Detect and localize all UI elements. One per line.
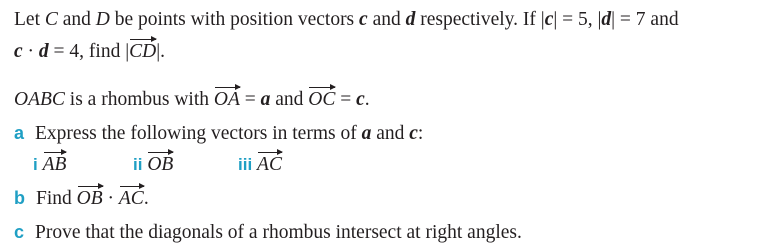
q1-text: · [22,41,39,62]
point-D: D [95,9,110,30]
q1-text: = 4, find | [48,41,130,62]
part-b-text: · [102,188,119,209]
vector-OA: OA [213,89,240,110]
part-c [14,220,522,245]
q1-text: |. [156,41,165,62]
vector-a: a [260,89,271,110]
rhombus-name: OABC [14,89,65,110]
q1-text: Let [14,9,45,30]
vector-c: c [409,123,418,144]
point-C: C [44,9,58,30]
subpart-iii [238,153,282,177]
q1-text: | = 5, | [553,9,602,30]
part-a [14,121,423,146]
q1-text: and [57,9,96,30]
q1-line-2 [14,40,165,64]
part-b-text: Find [36,188,77,209]
q2-text: . [364,89,370,110]
vector-AB: AB [42,154,67,175]
vector-d: d [405,9,416,30]
vector-c: c [544,9,554,30]
vector-AC: AC [257,154,282,175]
part-c-text: Prove that the diagonals of a rhombus intersect at right angles. [35,222,522,243]
part-a-subparts [33,153,282,177]
subpart-ii [133,153,238,177]
part-c-label: c [14,222,25,242]
vector-d: d [601,9,612,30]
q1-text: respectively. If | [415,9,545,30]
vector-a: a [361,123,372,144]
subpart-i [33,153,133,177]
q1-text: | = 7 and [611,9,679,30]
q1-text: be points with position vectors [109,9,360,30]
part-a-text: and [371,123,410,144]
vector-CD: CD [129,41,157,62]
q1-line-1 [14,8,679,32]
subpart-i-label: i [33,155,38,174]
part-b [14,186,149,211]
subpart-iii-label: iii [238,155,253,174]
vector-OB: OB [147,154,174,175]
subpart-ii-label: ii [133,155,143,174]
q2-text: and [270,89,309,110]
part-a-text: : [417,123,424,144]
q2-text: = [239,89,261,110]
part-a-label: a [14,123,25,143]
q2-text: is a rhombus with [64,89,214,110]
q2-text: = [335,89,357,110]
vector-OB: OB [76,188,103,209]
vector-c: c [356,89,365,110]
vector-c: c [359,9,368,30]
vector-OC: OC [308,89,336,110]
part-a-text: Express the following vectors in terms of [35,123,362,144]
q1-text: and [367,9,406,30]
vector-d: d [38,41,49,62]
part-b-text: . [143,188,149,209]
q2-stem [14,88,370,112]
vector-AC: AC [118,188,144,209]
vector-c: c [14,41,23,62]
part-b-label: b [14,188,25,208]
